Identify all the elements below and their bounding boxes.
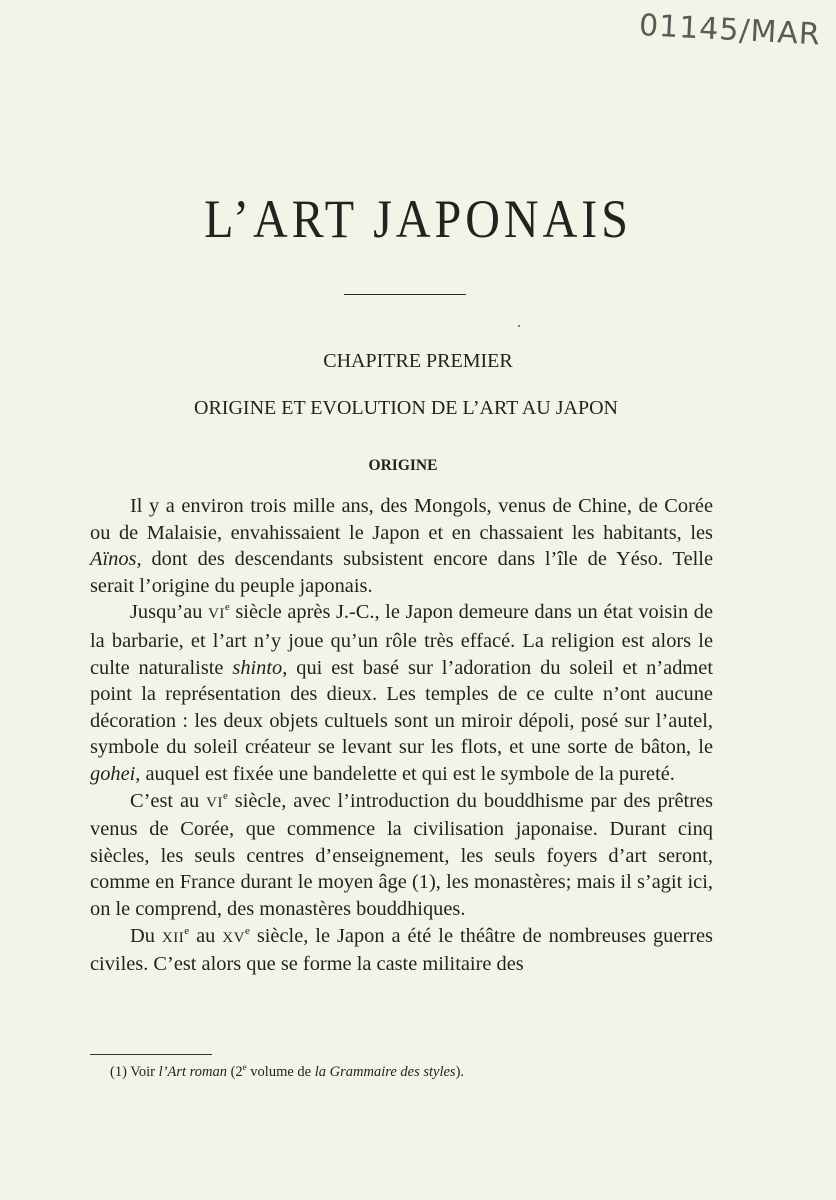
- paragraph-1: Il y a environ trois mille ans, des Mongols, venus de Chine, de Corée ou de Malaisie, envahissaient le Japon et en chassaient les habitants, les Aïnos, dont des descendants subsistent encore dans l’île de Yéso. Telle serait l’origine du peuple japonais.: [90, 495, 713, 597]
- paragraph-2: Jusqu’au VIe siècle après J.-C., le Japon demeure dans un état voisin de la barbarie, et l’art n’y joue qu’un rôle très effacé. La religion est alors le culte naturaliste shinto, qui est basé sur l’adoration du soleil et n’admet point la représentation des dieux. Les temples de ce culte n’ont aucune décoration : les deux objets cultuels sont un miroir dépoli, posé sur l’autel, symbole du soleil créateur se levant sur les flots, et une sorte de bâton, le gohei, auquel est fixée une bandelette et qui est le symbole de la pureté.: [90, 601, 714, 785]
- paragraph-4: Du XIIe au XVe siècle, le Japon a été le théâtre de nombreuses guerres civiles. C’est alors que se forme la caste militaire des: [90, 924, 713, 976]
- emphasis-shinto: shinto,: [232, 656, 288, 679]
- century-numeral: XII: [161, 929, 185, 946]
- page-title: L’ART JAPONAIS: [204, 189, 632, 250]
- print-speck: [518, 325, 520, 327]
- body-text: [90, 493, 713, 978]
- emphasis-ainos: Aïnos,: [90, 548, 142, 571]
- title-divider: [344, 294, 466, 295]
- footnote-emphasis-grammaire: la Grammaire des styles: [314, 1064, 456, 1080]
- footnote: (1) Voir l’Art roman (2e volume de la Grammaire des styles).: [110, 1062, 465, 1080]
- handwritten-archive-mark: 01145/MAR: [638, 8, 822, 53]
- section-heading: ORIGINE ET EVOLUTION DE L’ART AU JAPON: [194, 397, 618, 419]
- century-numeral: VI: [208, 606, 225, 623]
- emphasis-gohei: gohei,: [90, 762, 141, 785]
- paragraph-3: C’est au VIe siècle, avec l’introduction du bouddhisme par des prêtres venus de Corée, que commence la civilisation japonaise. Durant cinq siècles, les seuls centres d’enseignement, les seuls foyers d’art seront, comme en France durant le moyen âge (1), les monastères; mais il s’agit ici, on le comprend, des monastères bouddhiques.: [90, 789, 713, 920]
- century-numeral: VI: [206, 794, 223, 811]
- chapter-heading: CHAPITRE PREMIER: [323, 350, 513, 372]
- footnote-divider: [90, 1054, 212, 1055]
- footnote-emphasis-art-roman: l’Art roman: [158, 1064, 227, 1080]
- subsection-heading: ORIGINE: [368, 457, 438, 474]
- century-numeral: XV: [222, 929, 245, 946]
